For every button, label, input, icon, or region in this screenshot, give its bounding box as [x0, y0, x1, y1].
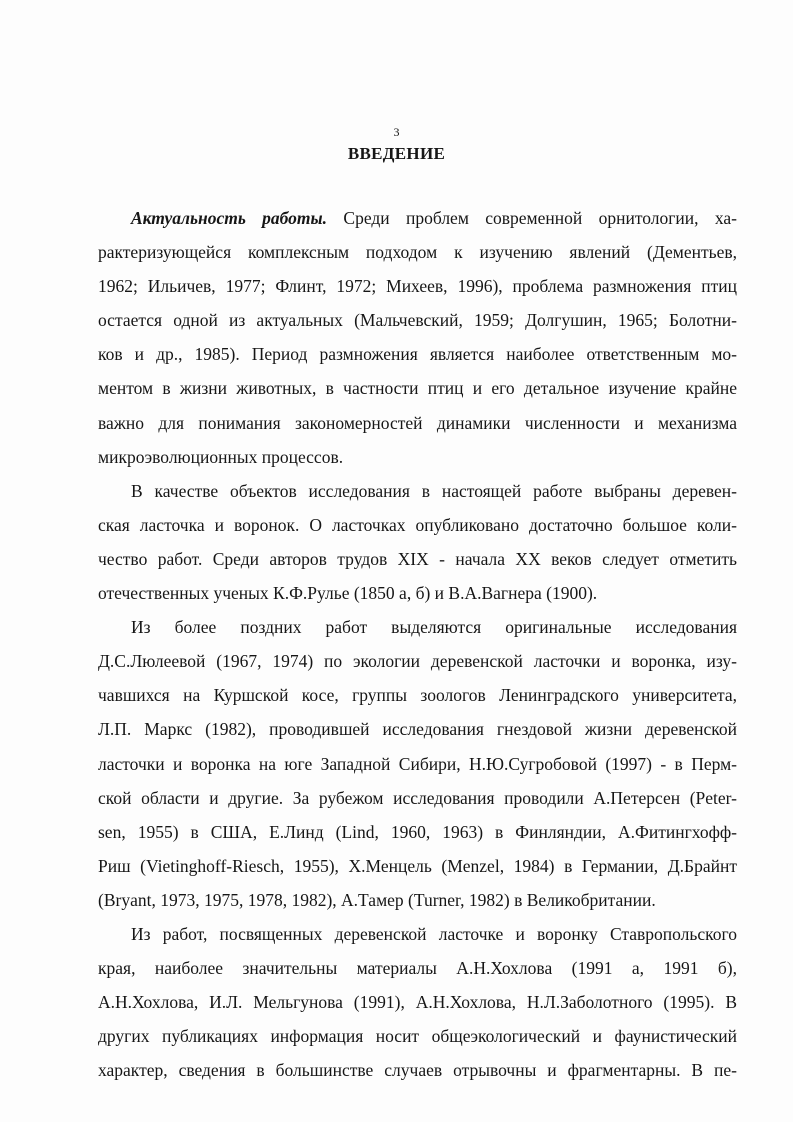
- text-line: чавшихся на Куршской косе, группы зоологов Ленинградского университета,: [98, 685, 737, 706]
- text-line: чество работ. Среди авторов трудов XIX - начала XX веков следует отметить: [98, 548, 737, 569]
- text-line: остается одной из актуальных (Мальчевский, 1959; Долгушин, 1965; Болотни-: [98, 310, 737, 331]
- text-line: микроэволюционных процессов.: [98, 446, 344, 467]
- text-line: важно для понимания закономерностей динамики численности и механизма: [98, 412, 737, 433]
- text-line: Д.С.Люлеевой (1967, 1974) по экологии деревенской ласточки и воронка, изу-: [98, 651, 737, 672]
- body-text: [98, 201, 737, 1087]
- text-line: Из работ, посвященных деревенской ласточке и воронку Ставропольского: [131, 923, 737, 944]
- paragraph-later-works: [98, 610, 737, 917]
- paragraph-objects: [98, 474, 737, 610]
- text-line: других публикациях информация носит общеэкологический и фаунистический: [98, 1026, 737, 1047]
- lead-phrase: Актуальность работы.: [131, 208, 328, 228]
- text-line: 1962; Ильичев, 1977; Флинт, 1972; Михеев, 1996), проблема размножения птиц: [98, 276, 737, 297]
- text-line: ласточки и воронка на юге Западной Сибири, Н.Ю.Сугробовой (1997) - в Перм-: [98, 753, 737, 774]
- text-line: sen, 1955) в США, Е.Линд (Lind, 1960, 1963) в Финляндии, А.Фитингхофф-: [98, 821, 737, 842]
- page-number: 3: [393, 125, 400, 139]
- text-line: отечественных ученых К.Ф.Рулье (1850 а, б) и В.А.Вагнера (1900).: [98, 583, 598, 604]
- text-line: рактеризующейся комплексным подходом к изучению явлений (Дементьев,: [98, 242, 737, 263]
- paragraph-relevance: [98, 201, 737, 474]
- text-line: Л.П. Маркс (1982), проводившей исследования гнездовой жизни деревенской: [98, 719, 737, 740]
- paragraph-stavropol: [98, 917, 737, 1087]
- text-line: (Bryant, 1973, 1975, 1978, 1982), А.Тамер (Turner, 1982) в Великобритании.: [98, 889, 656, 910]
- text-line: ков и др., 1985). Период размножения является наиболее ответственным мо-: [98, 344, 737, 365]
- text-line: Риш (Vietinghoff-Riesch, 1955), Х.Менцель (Menzel, 1984) в Германии, Д.Брайнт: [98, 855, 737, 876]
- text-line: ментом в жизни животных, в частности птиц и его детальное изучение крайне: [98, 378, 737, 399]
- text-line: Актуальность работы. Среди проблем современной орнитологии, ха-: [131, 208, 737, 228]
- text-line: Из более поздних работ выделяются оригинальные исследования: [131, 617, 737, 638]
- section-heading: ВВЕДЕНИЕ: [347, 144, 446, 163]
- text-line: ская ласточка и воронок. О ласточках опубликовано достаточно большое коли-: [98, 514, 737, 535]
- text-line: В качестве объектов исследования в настоящей работе выбраны деревен-: [131, 480, 737, 501]
- text-line: характер, сведения в большинстве случаев отрывочны и фрагментарны. В пе-: [98, 1060, 737, 1081]
- text-line: А.Н.Хохлова, И.Л. Мельгунова (1991), А.Н.Хохлова, Н.Л.Заболотного (1995). В: [98, 992, 737, 1013]
- text-line: ской области и другие. За рубежом исследования проводили А.Петерсен (Peter-: [98, 787, 737, 808]
- text-line: края, наиболее значительны материалы А.Н.Хохлова (1991 а, 1991 б),: [98, 958, 737, 979]
